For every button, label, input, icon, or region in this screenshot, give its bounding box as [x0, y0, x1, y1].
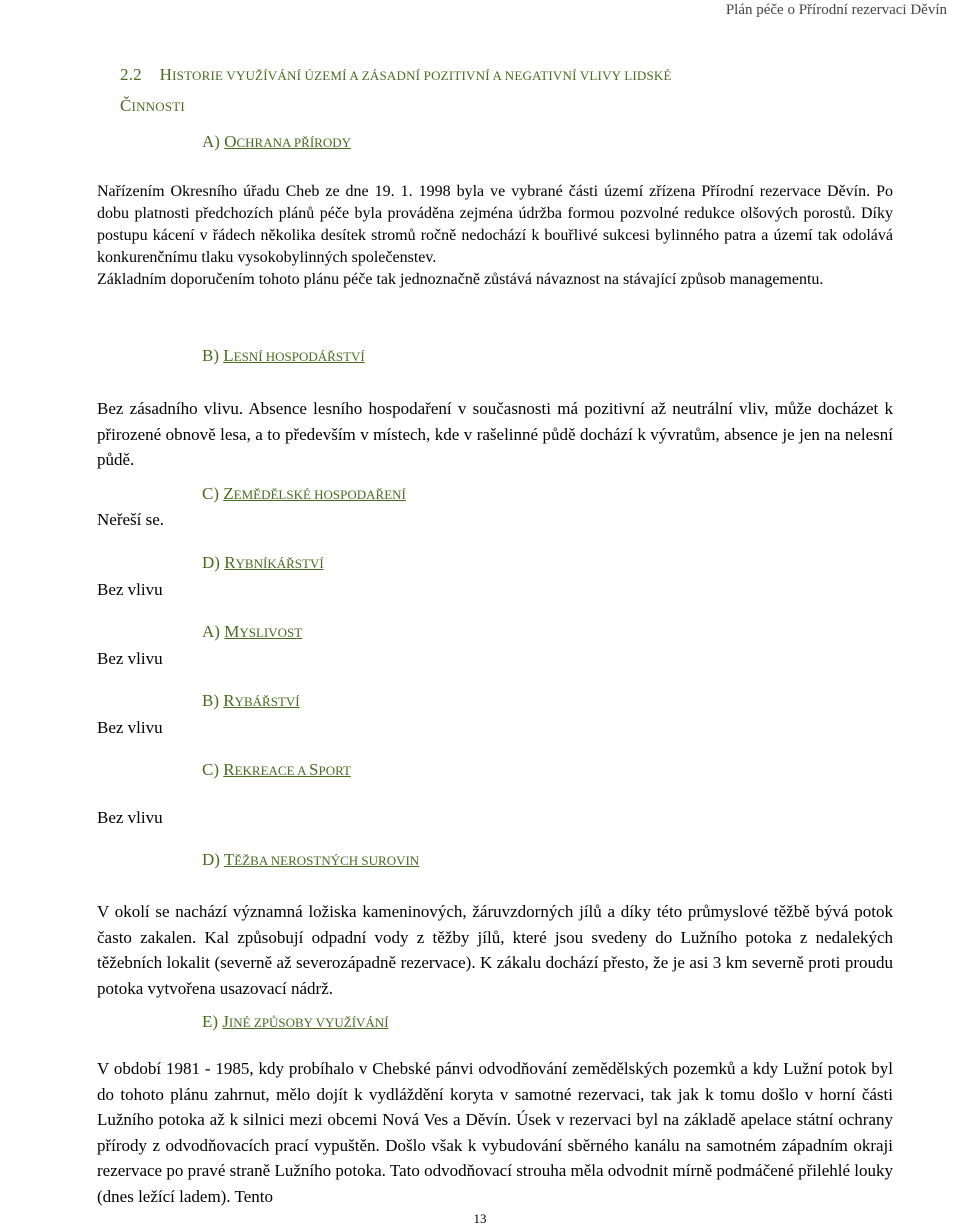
paragraph-ochrana-2: Díky postupu kácení v řádech několika desítek stromů ročně nedochází k bouřlivé sukcesi bylinného patra a území tak odolává konkurenčnímu tlaku vysokobylinných společenstev. [97, 205, 893, 266]
heading-rest: YSLIVOST [239, 625, 303, 640]
heading-rest-2: PORT [318, 763, 351, 778]
heading-cap: T [223, 850, 235, 869]
heading-label: D) [202, 553, 220, 572]
heading-rest: EKREACE A [234, 763, 309, 778]
subsection-heading-lesni [202, 346, 365, 366]
paragraph-ochrana-1: Nařízením Okresního úřadu Cheb ze dne 19. 1. 1998 byla ve vybrané části území zřízena Přírodní rezervace Děvín. Po dobu platnosti předchozích plánů péče byla prováděna zejména údržba formou pozvolné redukce olšových porostů. [97, 183, 893, 222]
heading-cap: M [224, 622, 240, 641]
heading-label: A) [202, 622, 220, 641]
text-myslivost: Bez vlivu [97, 649, 163, 668]
paragraph-lesni: Bez zásadního vlivu. Absence lesního hospodaření v současnosti má pozitivní až neutrální vliv, může docházet k přirozené obnově lesa, a to především v místech, kde v rašelinné půdě dochází k vývratům, absence je jen na nelesní půdě. [97, 399, 893, 469]
paragraph-tezba: V okolí se nachází významná ložiska kameninových, žáruvzdorných jílů a díky této průmyslové těžbě bývá potok často zakalen. Kal způsobují odpadní vody z těžby jílů, které jsou svedeny do Lužního potoka z nedalekých těžebních lokalit (severně až severozápadně rezervace). K zákalu dochází přesto, že je asi 3 km severně proti proudu potoka vytvořena usazovací nádrž. [97, 902, 893, 998]
subsection-heading-tezba [202, 850, 419, 870]
page-number: 13 [473, 1211, 487, 1226]
heading-cap: R [223, 760, 235, 779]
heading-cap: L [223, 346, 234, 365]
heading-cap: R [223, 691, 235, 710]
section-title-rest-2: INNOSTI [131, 99, 185, 114]
subsection-heading-zemedelske [202, 484, 406, 504]
subsection-heading-rybarstvi [202, 691, 300, 711]
heading-label: C) [202, 484, 219, 503]
heading-rest: CHRANA PŘÍRODY [236, 135, 351, 150]
heading-label: C) [202, 760, 219, 779]
heading-label: A) [202, 132, 220, 151]
subsection-heading-rybnikarstvi [202, 553, 324, 573]
heading-cap: R [224, 553, 236, 572]
section-number: 2.2 [120, 65, 142, 84]
section-title-rest-1: ISTORIE VYUŽÍVÁNÍ ÚZEMÍ A ZÁSADNÍ POZITIVNÍ A NEGATIVNÍ VLIVY LIDSKÉ [172, 68, 672, 83]
heading-rest: YBÁŘSTVÍ [234, 694, 300, 709]
heading-cap: O [224, 132, 237, 151]
running-header: Plán péče o Přírodní rezervaci Děvín [725, 2, 947, 18]
heading-cap: Z [223, 484, 234, 503]
text-rybnikarstvi: Bez vlivu [97, 580, 163, 599]
text-zemedelske: Neřeší se. [97, 510, 165, 529]
paragraph-ochrana-3: Základním doporučením tohoto plánu péče tak jednoznačně zůstává návaznost na stávající způsob managementu. [97, 271, 824, 288]
section-title-cap-2: Č [120, 96, 132, 115]
heading-rest: INÉ ZPŮSOBY VYUŽÍVÁNÍ [228, 1015, 389, 1030]
heading-rest: ĚŽBA NEROSTNÝCH SUROVIN [234, 853, 420, 868]
subsection-heading-ochrana [202, 132, 351, 152]
subsection-heading-myslivost [202, 622, 302, 642]
paragraph-ochrana [97, 181, 893, 291]
section-heading [120, 60, 910, 122]
heading-rest: EMĚDĚLSKÉ HOSPODAŘENÍ [233, 487, 406, 502]
heading-cap-2: S [309, 760, 319, 779]
heading-label: E) [202, 1012, 219, 1031]
heading-label: B) [202, 691, 219, 710]
paragraph-jine: V období 1981 - 1985, kdy probíhalo v Chebské pánvi odvodňování zemědělských pozemků a kdy Lužní potok byl do tohoto plánu zahrnut, mělo dojít k vydláždění koryta v samotné rezervaci, tak jak k tomu došlo v horní části Lužního potoka až k silnici mezi obcemi Nová Ves a Děvín. Úsek v rezervaci byl na základě apelace státní ochrany přírody z odvodňovacích prací vypuštěn. Došlo však k vybudování sběrného kanálu na samotném západním okraji rezervace po pravé straně Lužního potoka. Tato odvodňovací strouha měla odvodnit mírně podmáčené přilehlé louky (dnes ležící ladem). Tento [97, 1059, 893, 1206]
subsection-heading-rekreace [202, 760, 351, 780]
text-rekreace: Bez vlivu [97, 808, 163, 827]
heading-label: B) [202, 346, 219, 365]
text-rybarstvi: Bez vlivu [97, 718, 163, 737]
heading-cap: J [222, 1012, 229, 1031]
heading-label: D) [202, 850, 220, 869]
subsection-heading-jine [202, 1012, 389, 1032]
heading-rest: ESNÍ HOSPODÁŘSTVÍ [233, 349, 365, 364]
section-title-cap-1: H [159, 65, 173, 84]
heading-rest: YBNÍKÁŘSTVÍ [235, 556, 324, 571]
